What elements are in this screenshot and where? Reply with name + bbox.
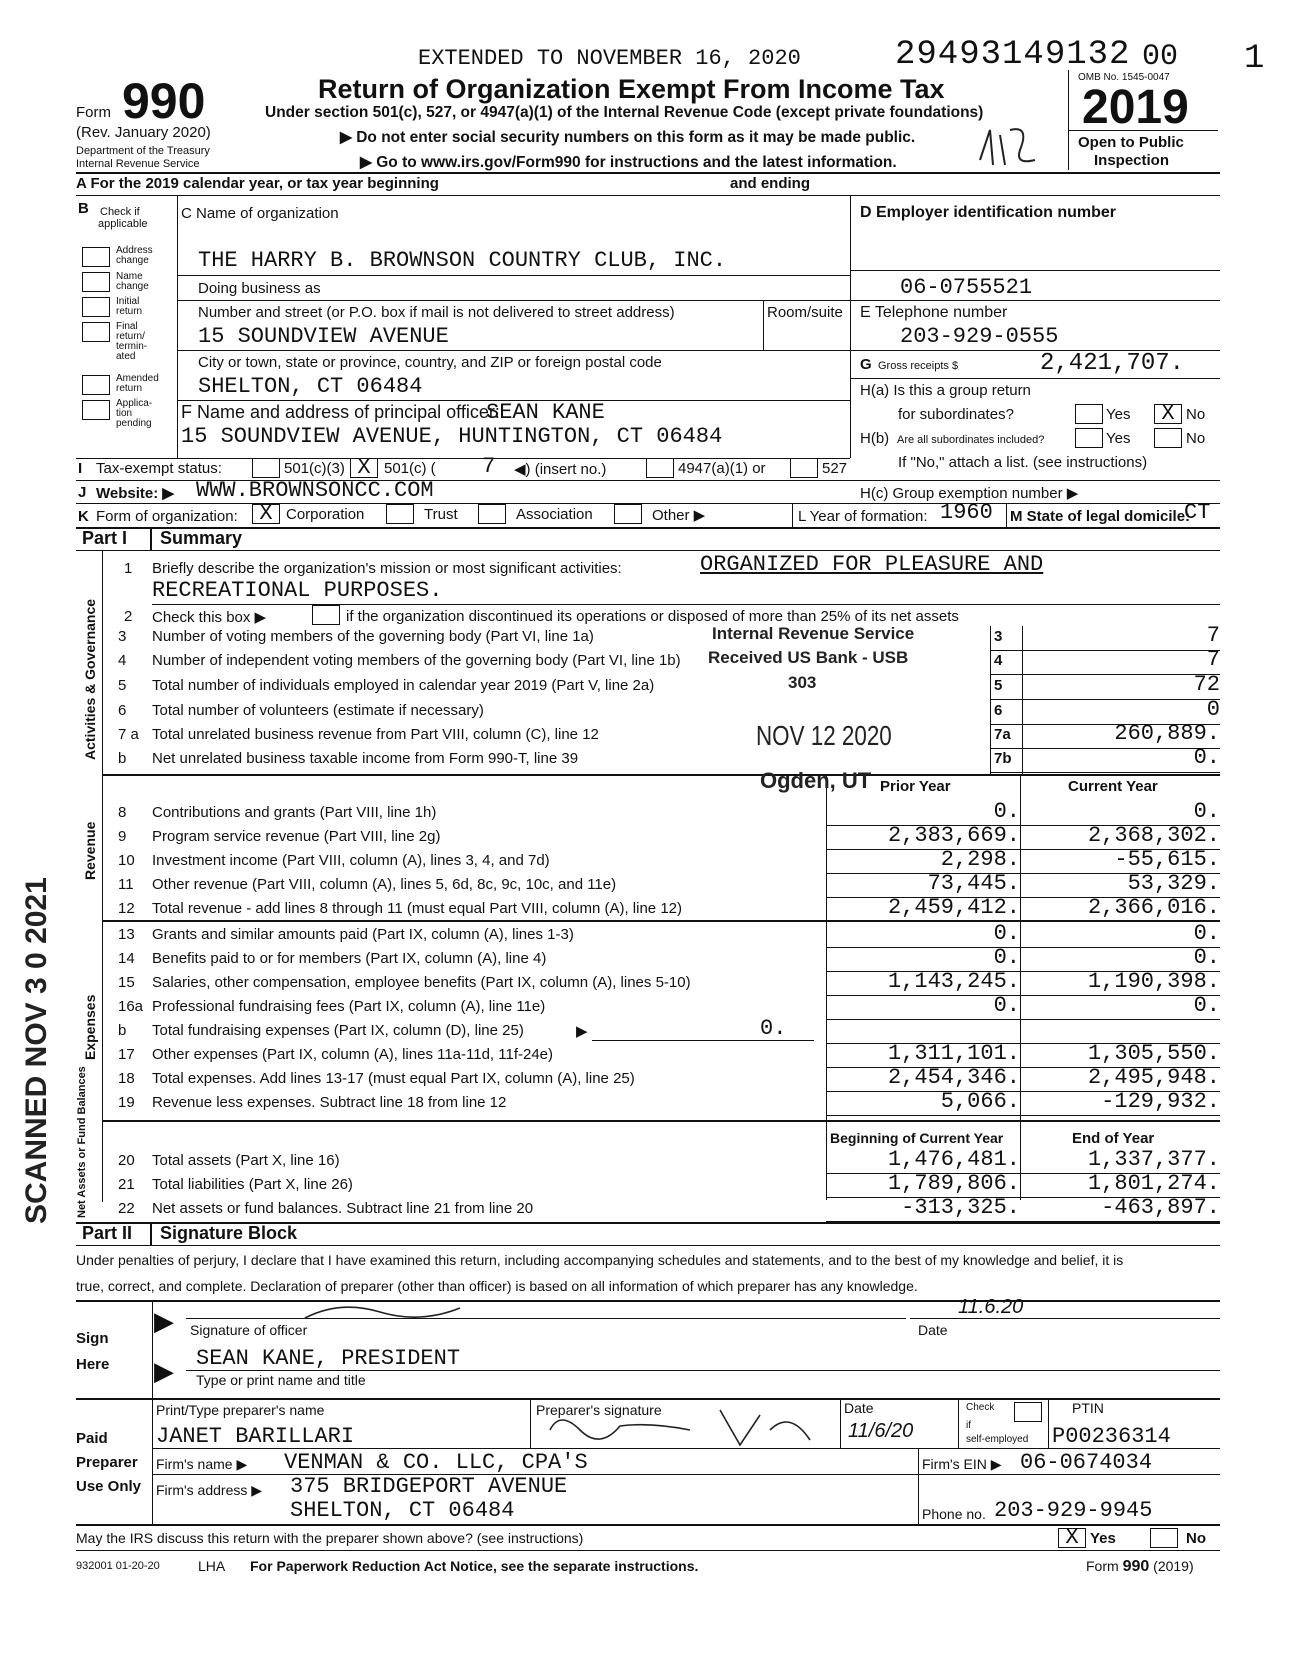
501c-number: 7 [482,454,496,479]
form-subtitle: Under section 501(c), 527, or 4947(a)(1) of the Internal Revenue Code (except private foundations) [265,104,984,121]
scanned-stamp: SCANNED NOV 3 0 2021 [20,877,53,1224]
form-revision: (Rev. January 2020) [76,124,211,141]
line-num: b [118,1022,127,1039]
self-employed-label: self-employed [966,1434,1029,1445]
gov-line-box: 5 [994,677,1003,694]
discuss-no-checkbox[interactable] [1150,1528,1178,1548]
form-label: Form [76,104,111,121]
hb-label: H(b) [860,430,890,447]
gov-line-value: 0. [1193,745,1220,770]
firm-name-label: Firm's name ▶ [156,1456,248,1472]
line-text: Total expenses. Add lines 13-17 (must equal Part IX, column (A), line 25) [152,1070,635,1087]
prior-year-amount: 0. [993,921,1020,946]
org-name-label: C Name of organization [181,205,339,222]
line-text: Net assets or fund balances. Subtract line 21 from line 20 [152,1200,534,1217]
domicile-state: CT [1184,500,1211,525]
gross-receipts: 2,421,707. [1040,350,1185,377]
current-year-amount: 1,337,377. [1087,1147,1220,1172]
amended-return-label: Amended return [116,373,159,394]
preparer-phone: 203-929-9945 [994,1498,1153,1523]
gov-line-text: Total number of volunteers (estimate if necessary) [152,702,484,719]
side-expenses: Expenses [82,994,98,1060]
current-year-amount: 53,329. [1127,871,1220,896]
line-text: Salaries, other compensation, employee benefits (Part IX, column (A), lines 5-10) [152,974,691,991]
room-label: Room/suite [767,304,843,321]
here-label: Here [76,1356,110,1373]
part-2-label: Part II [82,1223,133,1243]
org-name: THE HARRY B. BROWNSON COUNTRY CLUB, INC. [198,248,727,273]
fundraising-amount: 0. [760,1016,787,1041]
amended-return-checkbox[interactable] [82,375,110,395]
ptin: P00236314 [1052,1424,1171,1449]
firm-ein-label: Firm's EIN ▶ [922,1456,1002,1472]
phone-label: E Telephone number [860,304,1008,321]
gov-line-num: 7 a [118,726,139,743]
irs-stamp-line-2: Received US Bank - USB [708,648,909,667]
perjury-declaration-1: Under penalties of perjury, I declare that I have examined this return, including accompanying schedules and statements, and to the best of my knowledge and belief, it is [76,1252,1124,1268]
line-i-label: I [78,460,83,477]
prior-year-amount: 2,383,669. [887,823,1020,848]
501c3-label: 501(c)(3) [284,460,345,477]
line-num: 18 [118,1070,135,1087]
current-year-amount: 1,305,550. [1087,1041,1220,1066]
final-return-checkbox[interactable] [82,322,110,342]
gov-line-box: 3 [994,628,1003,645]
gov-line-value: 260,889. [1114,721,1220,746]
current-year-amount: -55,615. [1114,847,1220,872]
if-label: if [966,1420,971,1431]
ha-no-checkbox[interactable]: X [1154,404,1182,424]
line-text: Benefits paid to or for members (Part IX, column (A), line 4) [152,950,547,967]
prior-year-amount: 1,143,245. [887,969,1020,994]
line-j-label: J [78,484,87,501]
association-label: Association [516,506,593,523]
use-only-label: Use Only [76,1478,142,1495]
principal-officer: SEAN KANE [486,400,605,425]
triangle-right-icon: ▶ [340,129,352,146]
perjury-declaration-2: true, correct, and complete. Declaration of preparer (other than officer) is based on all information of which preparer has any knowledge. [76,1278,918,1294]
preparer-name-label: Print/Type preparer's name [156,1402,325,1418]
line-2-text: if the organization discontinued its operations or disposed of more than 25% of its net assets [346,608,959,625]
line-1-text: Briefly describe the organization's mission or most significant activities: [152,560,622,577]
address-change-checkbox[interactable] [82,247,110,267]
501c-checkbox[interactable]: X [350,458,378,478]
prior-year-amount: 2,459,412. [887,895,1020,920]
line-a-ending: and ending [730,175,810,192]
dln-tail: 00 [1142,40,1179,74]
prior-year-amount: 5,066. [940,1089,1020,1114]
lha-label: LHA [198,1558,226,1574]
prior-year-amount: 2,298. [940,847,1020,872]
gov-line-value: 7 [1206,647,1220,672]
fundraising-arrow-icon: ▶ [576,1023,588,1040]
irs-label: Internal Revenue Service [76,158,200,170]
preparer-date-label: Date [844,1400,874,1416]
formation-year-label: L Year of formation: [798,508,928,525]
trust-label: Trust [424,506,458,523]
other-checkbox[interactable] [614,504,642,524]
final-return-label: Final return/ termin- ated [116,321,148,362]
initial-return-label: Initial return [116,296,143,317]
open-to-public: Open to Public [1078,134,1184,151]
self-employed-checkbox[interactable] [1014,1402,1042,1422]
current-year-amount: -129,932. [1101,1089,1220,1114]
form-footer-id: Form 990 (2019) [1086,1558,1194,1575]
dba-label: Doing business as [198,280,321,297]
officer-signature-label: Signature of officer [190,1322,308,1338]
eoy-header: End of Year [1072,1130,1155,1147]
line-text: Professional fundraising fees (Part IX, column (A), line 11e) [152,998,546,1015]
line-num: 17 [118,1046,135,1063]
firm-address-1: 375 BRIDGEPORT AVENUE [290,1474,568,1499]
city-address: SHELTON, CT 06484 [198,374,423,399]
officer-signature[interactable] [300,1298,480,1324]
paid-label: Paid [76,1430,108,1447]
prior-year-amount: 1,311,101. [887,1041,1020,1066]
form-code: 932001 01-20-20 [76,1560,160,1572]
firm-address-2: SHELTON, CT 06484 [290,1498,515,1523]
line-text: Total revenue - add lines 8 through 11 (must equal Part VIII, column (A), line 12) [152,900,682,917]
preparer-date: 11/6/20 [848,1420,914,1442]
line-num: 22 [118,1200,135,1217]
line-text: Revenue less expenses. Subtract line 18 from line 12 [152,1094,507,1111]
line-num: 20 [118,1152,135,1169]
discontinued-checkbox[interactable] [312,605,340,625]
ha-yes-checkbox[interactable] [1075,404,1103,424]
gov-line-num: 4 [118,652,127,669]
check-label: Check [966,1402,995,1413]
side-activities-governance: Activities & Governance [82,598,98,760]
current-year-header: Current Year [1068,778,1158,795]
preparer-label: Preparer [76,1454,138,1471]
gov-line-num: b [118,750,127,767]
side-revenue: Revenue [82,821,98,880]
ha-yes-label: Yes [1106,406,1131,423]
corporation-checkbox[interactable]: X [252,504,280,524]
gov-line-num: 3 [118,628,127,645]
inspection: Inspection [1094,152,1170,169]
line-text: Other revenue (Part VIII, column (A), lines 5, 6d, 8c, 9c, 10c, and 11e) [152,876,617,893]
city-label: City or town, state or province, country, and ZIP or foreign postal code [198,354,662,371]
formation-year: 1960 [940,500,993,525]
prior-year-amount: 73,445. [927,871,1020,896]
page-mark: 1 [1244,40,1265,78]
gov-line-box: 6 [994,702,1003,719]
trust-checkbox[interactable] [386,504,414,524]
hc-label: H(c) Group exemption number ▶ [860,485,1079,502]
line-num: 15 [118,974,135,991]
current-year-amount: 0. [1193,993,1220,1018]
signature-date: 11.6.20 [958,1296,1024,1318]
sign-arrow-icon-2: ▶ [154,1356,174,1386]
527-label: 527 [822,460,848,477]
hb-yes-checkbox[interactable] [1075,428,1103,448]
address-change-label: Address change [116,245,153,266]
firm-ein: 06-0674034 [1020,1450,1153,1475]
line-text: Other expenses (Part IX, column (A), lines 11a-11d, 11f-24e) [152,1046,554,1063]
irs-received-date: NOV 12 2020 [756,720,892,751]
line-text: Total assets (Part X, line 16) [152,1152,340,1169]
ha-label: H(a) Is this a group return [860,382,1031,399]
current-year-amount: 0. [1193,921,1220,946]
ein: 06-0755521 [900,275,1033,300]
treasury-dept: Department of the Treasury [76,145,210,157]
line-2-num: 2 [124,608,133,625]
instruction-ssn: ▶ Do not enter social security numbers on this form as it may be made public. [340,129,916,146]
line-num: 14 [118,950,135,967]
prior-year-amount: -313,325. [901,1195,1020,1220]
paperwork-notice: For Paperwork Reduction Act Notice, see the separate instructions. [250,1558,699,1574]
mission-line-2: RECREATIONAL PURPOSES. [152,578,443,603]
street-label: Number and street (or P.O. box if mail is not delivered to street address) [198,304,675,321]
website-url[interactable]: WWW.BROWNSONCC.COM [196,478,434,503]
irs-stamp-line-1: Internal Revenue Service [712,624,915,643]
tax-year: 2019 [1082,81,1189,134]
line-num: 13 [118,926,135,943]
line-text: Total liabilities (Part X, line 26) [152,1176,353,1193]
line-k-label: K [78,508,89,525]
instruction-link: ▶ Go to www.irs.gov/Form990 for instructions and the latest information. [360,154,897,171]
prior-year-header: Prior Year [880,778,951,795]
line-num: 16a [118,998,144,1015]
prior-year-amount: 0. [993,993,1020,1018]
527-checkbox[interactable] [790,458,818,478]
gov-line-num: 5 [118,677,127,694]
form-number: 990 [122,73,206,129]
mission-line-1: ORGANIZED FOR PLEASURE AND [700,552,1044,577]
attach-list-note: If "No," attach a list. (see instructions) [898,454,1148,471]
check-if: Check if [100,206,140,218]
discuss-yes-label: Yes [1090,1530,1116,1547]
irs-discuss-question: May the IRS discuss this return with the preparer shown above? (see instructions) [76,1530,584,1546]
preparer-signature-label: Preparer's signature [536,1402,662,1418]
gross-receipts-label: Gross receipts $ [878,360,959,372]
handwritten-mark [975,120,1055,175]
sign-label: Sign [76,1330,109,1347]
hb-no-checkbox[interactable] [1154,428,1182,448]
current-year-amount: 0. [1193,799,1220,824]
ptin-label: PTIN [1072,1400,1104,1416]
line-text: Total fundraising expenses (Part IX, column (D), line 25) [152,1022,524,1039]
irs-stamp-line-3: 303 [788,673,817,692]
gov-line-value: 72 [1193,672,1220,697]
line-num: 12 [118,900,135,917]
ein-label: D Employer identification number [860,204,1117,221]
discuss-no-label: No [1186,1530,1206,1547]
domicile-label: M State of legal domicile: [1010,508,1191,525]
org-phone: 203-929-0555 [900,324,1059,349]
gov-line-box: 7b [994,750,1012,767]
sign-arrow-icon: ▶ [154,1306,174,1336]
preparer-signature[interactable] [540,1400,830,1450]
gov-line-value: 0 [1206,697,1220,722]
4947-checkbox[interactable] [646,458,674,478]
org-form-label: Form of organization: [96,508,238,525]
ha-sub: for subordinates? [898,406,1014,423]
section-b-label: B [78,200,89,217]
4947-label: 4947(a)(1) or [678,460,766,477]
g-label: G [860,356,872,373]
line-num: 11 [118,876,134,893]
firm-name: VENMAN & CO. LLC, CPA'S [284,1450,588,1475]
gov-line-text: Net unrelated business taxable income from Form 990-T, line 39 [152,750,579,767]
hb-no-label: No [1186,430,1206,447]
hb-yes-label: Yes [1106,430,1131,447]
line-num: 21 [118,1176,135,1193]
gov-line-text: Total number of individuals employed in calendar year 2019 (Part V, line 2a) [152,677,655,694]
triangle-right-icon: ▶ [360,154,372,171]
line-text: Investment income (Part VIII, column (A), lines 3, 4, and 7d) [152,852,550,869]
current-year-amount: 2,495,948. [1087,1065,1220,1090]
applicable: applicable [98,218,148,230]
current-year-amount: 1,190,398. [1087,969,1220,994]
preparer-phone-label: Phone no. [922,1506,986,1522]
501c3-checkbox[interactable] [252,458,280,478]
line-num: 9 [118,828,127,845]
prior-year-amount: 0. [993,945,1020,970]
part-1-title: Summary [160,528,243,548]
current-year-amount: 2,368,302. [1087,823,1220,848]
line-text: Program service revenue (Part VIII, line 2g) [152,828,441,845]
irs-stamp-city: Ogden, UT [760,768,872,793]
document-locator-number: 29493149132 [895,36,1131,74]
street-address: 15 SOUNDVIEW AVENUE [198,324,449,349]
part-2-title: Signature Block [160,1223,298,1243]
discuss-yes-checkbox[interactable]: X [1058,1528,1086,1548]
preparer-name: JANET BARILLARI [156,1424,355,1449]
gov-line-text: Number of voting members of the governing body (Part VI, line 1a) [152,628,594,645]
line-text: Contributions and grants (Part VIII, line 1h) [152,804,437,821]
gov-line-box: 7a [994,726,1011,743]
association-checkbox[interactable] [478,504,506,524]
line-num: 8 [118,804,127,821]
part-1-label: Part I [82,528,128,548]
application-pending-label: Applica- tion pending [116,398,153,429]
signature-date-label: Date [918,1322,948,1338]
line-a: A For the 2019 calendar year, or tax year beginning [76,175,439,192]
officer-label: F Name and address of principal officer: [181,402,500,422]
gov-line-value: 7 [1206,623,1220,648]
prior-year-amount: 1,476,481. [887,1147,1020,1172]
current-year-amount: 0. [1193,945,1220,970]
gov-line-text: Number of independent voting members of the governing body (Part VI, line 1b) [152,652,681,669]
prior-year-amount: 0. [993,799,1020,824]
corporation-label: Corporation [286,506,365,523]
line-text: Grants and similar amounts paid (Part IX, column (A), lines 1-3) [152,926,574,943]
line-num: 10 [118,852,135,869]
gov-line-num: 6 [118,702,127,719]
officer-address: 15 SOUNDVIEW AVENUE, HUNTINGTON, CT 06484 [181,424,723,449]
extended-note: EXTENDED TO NOVEMBER 16, 2020 [418,46,801,71]
form-title: Return of Organization Exempt From Income Tax [318,74,945,104]
current-year-amount: 2,366,016. [1087,895,1220,920]
insert-no-label: ◀) (insert no.) [514,461,607,478]
line-num: 19 [118,1094,135,1111]
gov-line-text: Total unrelated business revenue from Part VIII, column (C), line 12 [152,726,599,743]
initial-return-checkbox[interactable] [82,297,110,317]
prior-year-amount: 2,454,346. [887,1065,1020,1090]
gov-line-box: 4 [994,652,1003,669]
current-year-amount: -463,897. [1101,1195,1220,1220]
current-year-amount: 1,801,274. [1087,1171,1220,1196]
boy-header: Beginning of Current Year [830,1130,1004,1146]
ha-no-label: No [1186,406,1206,423]
hb-text: Are all subordinates included? [897,434,1045,446]
name-change-checkbox[interactable] [82,272,110,292]
officer-name-title: SEAN KANE, PRESIDENT [196,1346,461,1371]
line-2-check-label: Check this box ▶ [152,609,267,626]
501c-label: 501(c) ( [384,460,436,477]
other-label: Other ▶ [652,507,706,524]
firm-address-label: Firm's address ▶ [156,1482,263,1498]
omb-number: OMB No. 1545-0047 [1078,72,1170,83]
prior-year-amount: 1,789,806. [887,1171,1020,1196]
application-pending-checkbox[interactable] [82,400,110,420]
tax-exempt-label: Tax-exempt status: [96,460,222,477]
website-label: Website: ▶ [96,485,174,502]
name-change-label: Name change [116,271,149,292]
line-1-num: 1 [124,560,133,577]
type-name-label: Type or print name and title [196,1372,366,1388]
